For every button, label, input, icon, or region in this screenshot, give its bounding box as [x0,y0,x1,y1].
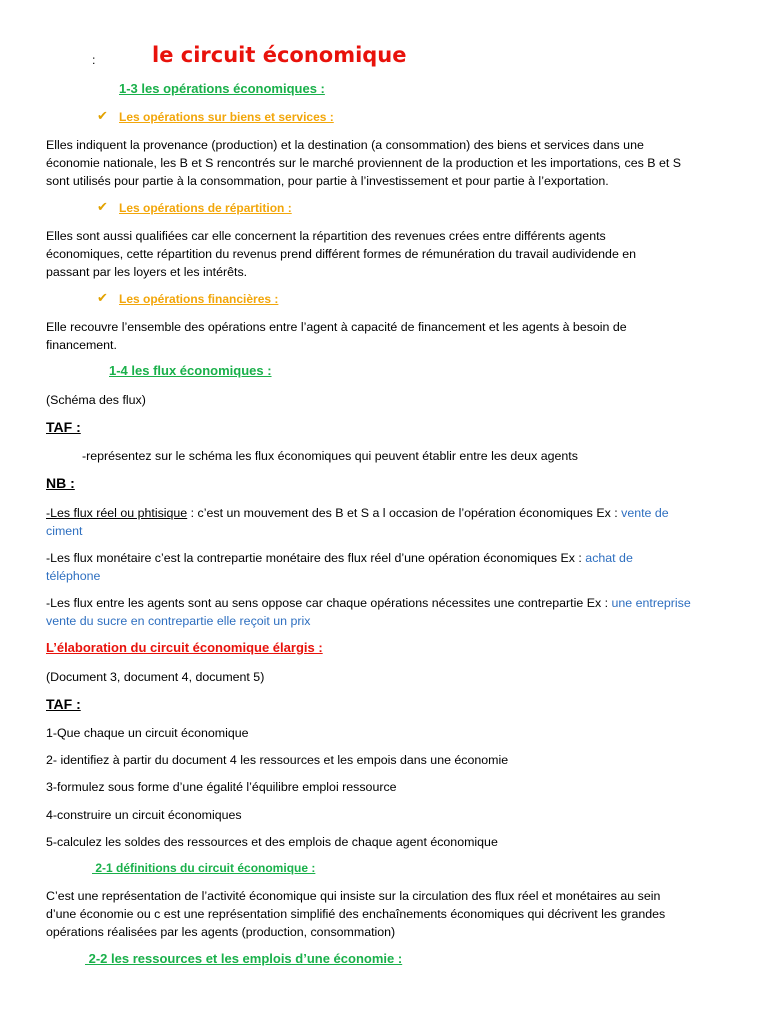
checkmark-icon: ✔ [97,199,108,214]
paragraph-line: économiques, cette répartition du revenus prend différent formes de rémunération du travail audividende en [46,247,637,261]
taf-item: 5-calculez les soldes des ressources et des emplois de chaque agent économique [46,835,498,849]
elaboration-heading: L’élaboration du circuit économique élargis : [46,640,323,655]
taf-label: TAF : [46,696,81,712]
flux-monetaire-example-cont: téléphone [46,569,101,583]
paragraph-line: C’est une représentation de l’activité économique qui insiste sur la circulation des flux réel et monétaires au sein [46,889,661,903]
section-2-1-heading: 2-1 définitions du circuit économique : [92,861,316,875]
documents-reference: (Document 3, document 4, document 5) [46,670,265,684]
repartition-label: Les opérations de répartition : [119,201,292,215]
section-1-4-heading: 1-4 les flux économiques : [109,363,272,378]
nb-flux-monetaire [46,549,736,585]
flux-sens-example: une entreprise [611,596,691,610]
header-colon: : [92,53,96,67]
section-1-3-heading: 1-3 les opérations économiques : [119,81,325,96]
paragraph-line: Elles indiquent la provenance (production) et la destination (a consommation) des biens et services dans une [46,138,644,152]
checkmark-icon: ✔ [97,290,108,305]
flux-monetaire-example: achat de [585,551,633,565]
flux-reel-example-cont: ciment [46,524,83,538]
nb-label: NB : [46,475,75,491]
biens-services-paragraph [46,136,736,190]
paragraph-line: Elles sont aussi qualifiées car elle concernent la répartition des revenues crées entre différents agents [46,229,606,243]
nb-flux-reel [46,504,736,540]
flux-reel-example: vente de [621,506,669,520]
checkmark-icon: ✔ [97,108,108,123]
paragraph-line: Elle recouvre l’ensemble des opérations entre l’agent à capacité de financement et les agents à besoin de [46,320,627,334]
biens-services-label: Les opérations sur biens et services : [119,110,334,124]
taf-item: 3-formulez sous forme d’une égalité l’équilibre emploi ressource [46,780,397,794]
flux-monetaire-text: -Les flux monétaire c’est la contrepartie monétaire des flux réel d’une opération économiques Ex : [46,551,586,565]
paragraph-line: sont utilisés pour partie à la consommation, pour partie à l’investissement et pour partie à l’exportation. [46,174,609,188]
page-title: le circuit économique [152,43,407,67]
taf-item: 4-construire un circuit économiques [46,808,242,822]
paragraph-line: financement. [46,338,117,352]
paragraph-line: passant par les loyers et les intérêts. [46,265,248,279]
schema-note: (Schéma des flux) [46,393,146,407]
flux-reel-text: : c’est un mouvement des B et S a l occasion de l’opération économiques Ex : [187,506,622,520]
flux-reel-term: -Les flux réel ou phtisique [46,506,188,520]
taf-label: TAF : [46,419,81,435]
taf-instruction: -représentez sur le schéma les flux économiques qui peuvent établir entre les deux agents [82,449,578,463]
section-2-2-heading: 2-2 les ressources et les emplois d’une économie : [85,951,403,966]
definition-paragraph [46,887,736,941]
taf-item: 2- identifiez à partir du document 4 les ressources et les empois dans une économie [46,753,509,767]
repartition-paragraph [46,227,736,281]
paragraph-line: économie nationale, les B et S rencontrés sur le marché proviennent de la production et les importations, ces B et S [46,156,682,170]
flux-sens-example-cont: vente du sucre en contrepartie elle reçoit un prix [46,614,311,628]
financieres-label: Les opérations financières : [119,292,279,306]
financieres-paragraph [46,318,736,354]
paragraph-line: d’une économie ou c est une représentation simplifié des enchaînements économiques qui décrivent les grandes [46,907,666,921]
flux-sens-text: -Les flux entre les agents sont au sens oppose car chaque opérations nécessites une contrepartie Ex : [46,596,612,610]
nb-flux-sens [46,594,736,630]
paragraph-line: opérations réalisées par les agents (production, consommation) [46,925,396,939]
taf-item: 1-Que chaque un circuit économique [46,726,249,740]
